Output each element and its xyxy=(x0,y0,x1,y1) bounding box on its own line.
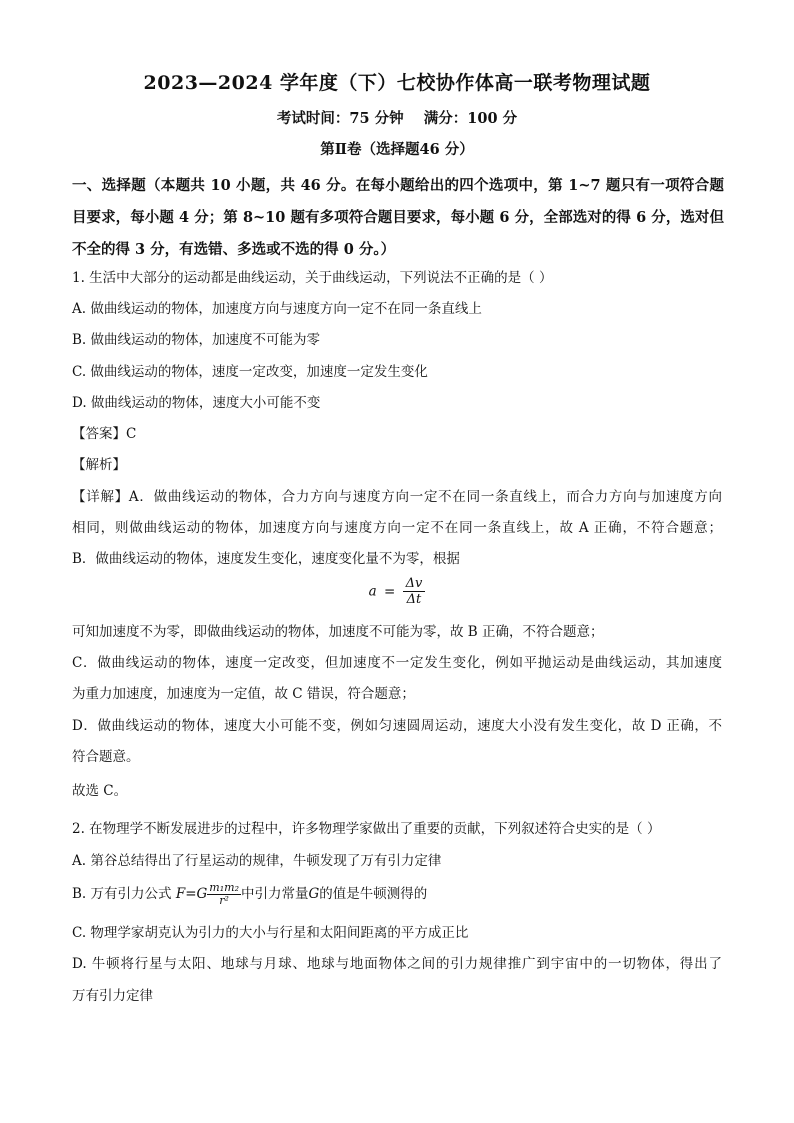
q2-option-d-cont: 万有引力定律 xyxy=(72,988,153,1004)
exam-time-score: 考试时间：75 分钟 满分：100 分 xyxy=(276,110,518,127)
gravity-formula-fraction xyxy=(207,882,241,907)
q2-stem: 2. 在物理学不断发展进步的过程中，许多物理学家做出了重要的贡献，下列叙述符合史实的是（ ） xyxy=(72,821,661,837)
q1-detail-line: 相同，则做曲线运动的物体，加速度方向与速度方向一定不在同一条直线上，故 A 正确，不符合题意； xyxy=(72,520,722,536)
gravity-formula-equals: = xyxy=(185,886,197,902)
q1-detail-line: B．做曲线运动的物体，速度发生变化，速度变化量不为零，根据 xyxy=(72,551,460,567)
formula-equals: = xyxy=(384,583,396,600)
formula-lhs: a xyxy=(368,583,377,600)
acceleration-formula xyxy=(72,576,722,607)
q1-option-b: B. 做曲线运动的物体，加速度不可能为零 xyxy=(72,332,321,348)
gravity-constant-symbol: G xyxy=(308,886,320,902)
q1-stem: 1. 生活中大部分的运动都是曲线运动，关于曲线运动，下列说法不正确的是（ ） xyxy=(72,270,553,286)
exam-title: 2023—2024 学年度（下）七校协作体高一联考物理试题 xyxy=(143,72,651,94)
q2-option-b-middle: 中引力常量 xyxy=(240,886,309,902)
gravity-formula-constant: G xyxy=(196,886,208,902)
q1-answer: 【答案】C xyxy=(72,426,137,442)
q1-detail-line: 为重力加速度，加速度为一定值，故 C 错误，符合题意； xyxy=(72,686,415,702)
q2-option-c: C. 物理学家胡克认为引力的大小与行星和太阳间距离的平方成正比 xyxy=(72,925,469,941)
q2-option-b-end: 的值是牛顿测得的 xyxy=(319,886,428,902)
q1-detail-line: 符合题意。 xyxy=(72,749,140,765)
q1-detail-line: C．做曲线运动的物体，速度一定改变，但加速度不一定发生变化，例如平抛运动是曲线运动，其加速度 xyxy=(72,655,722,671)
q1-option-d: D. 做曲线运动的物体，速度大小可能不变 xyxy=(72,395,321,411)
volume-heading: 第Ⅱ卷（选择题46 分） xyxy=(320,141,474,158)
q1-option-c: C. 做曲线运动的物体，速度一定改变，加速度一定发生变化 xyxy=(72,364,428,380)
q1-detail-line: 【详解】A．做曲线运动的物体，合力方向与速度方向一定不在同一条直线上，而合力方向与加速度方向 xyxy=(72,489,722,505)
q1-detail-line: 可知加速度不为零，即做曲线运动的物体，加速度不可能为零，故 B 正确，不符合题意； xyxy=(72,624,604,640)
formula-fraction xyxy=(403,576,426,607)
gravity-formula-denominator: r² xyxy=(219,894,229,907)
q2-option-b xyxy=(72,880,722,908)
q1-detail-line: D．做曲线运动的物体，速度大小可能不变，例如匀速圆周运动，速度大小没有发生变化，故 D 正确，不 xyxy=(72,718,722,734)
gravity-formula-numerator: m₁m₂ xyxy=(209,881,239,894)
section-instructions: 一、选择题（本题共 10 小题，共 46 分。在每小题给出的四个选项中，第 1~7 题只有一项符合题目要求，每小题 4 分；第 8~10 题有多项符合题目要求，每小题 6 分，全部选对的得 6 分，选对但不全的得 3 分，有选错、多选或不选的得 0 分。） xyxy=(72,177,724,258)
formula-denominator: Δt xyxy=(406,592,422,607)
formula-numerator: Δv xyxy=(403,576,426,592)
q1-option-a: A. 做曲线运动的物体，加速度方向与速度方向一定不在同一条直线上 xyxy=(72,301,482,317)
gravity-formula-lhs: F xyxy=(175,886,186,902)
q1-analysis-label: 【解析】 xyxy=(72,457,126,473)
q2-option-b-prefix: B. 万有引力公式 xyxy=(72,886,172,902)
q2-option-a: A. 第谷总结得出了行星运动的规律，牛顿发现了万有引力定律 xyxy=(72,853,442,869)
q1-conclusion: 故选 C。 xyxy=(72,783,128,799)
q2-option-d: D. 牛顿将行星与太阳、地球与月球、地球与地面物体之间的引力规律推广到宇宙中的一切物体，得出了 xyxy=(72,956,722,972)
